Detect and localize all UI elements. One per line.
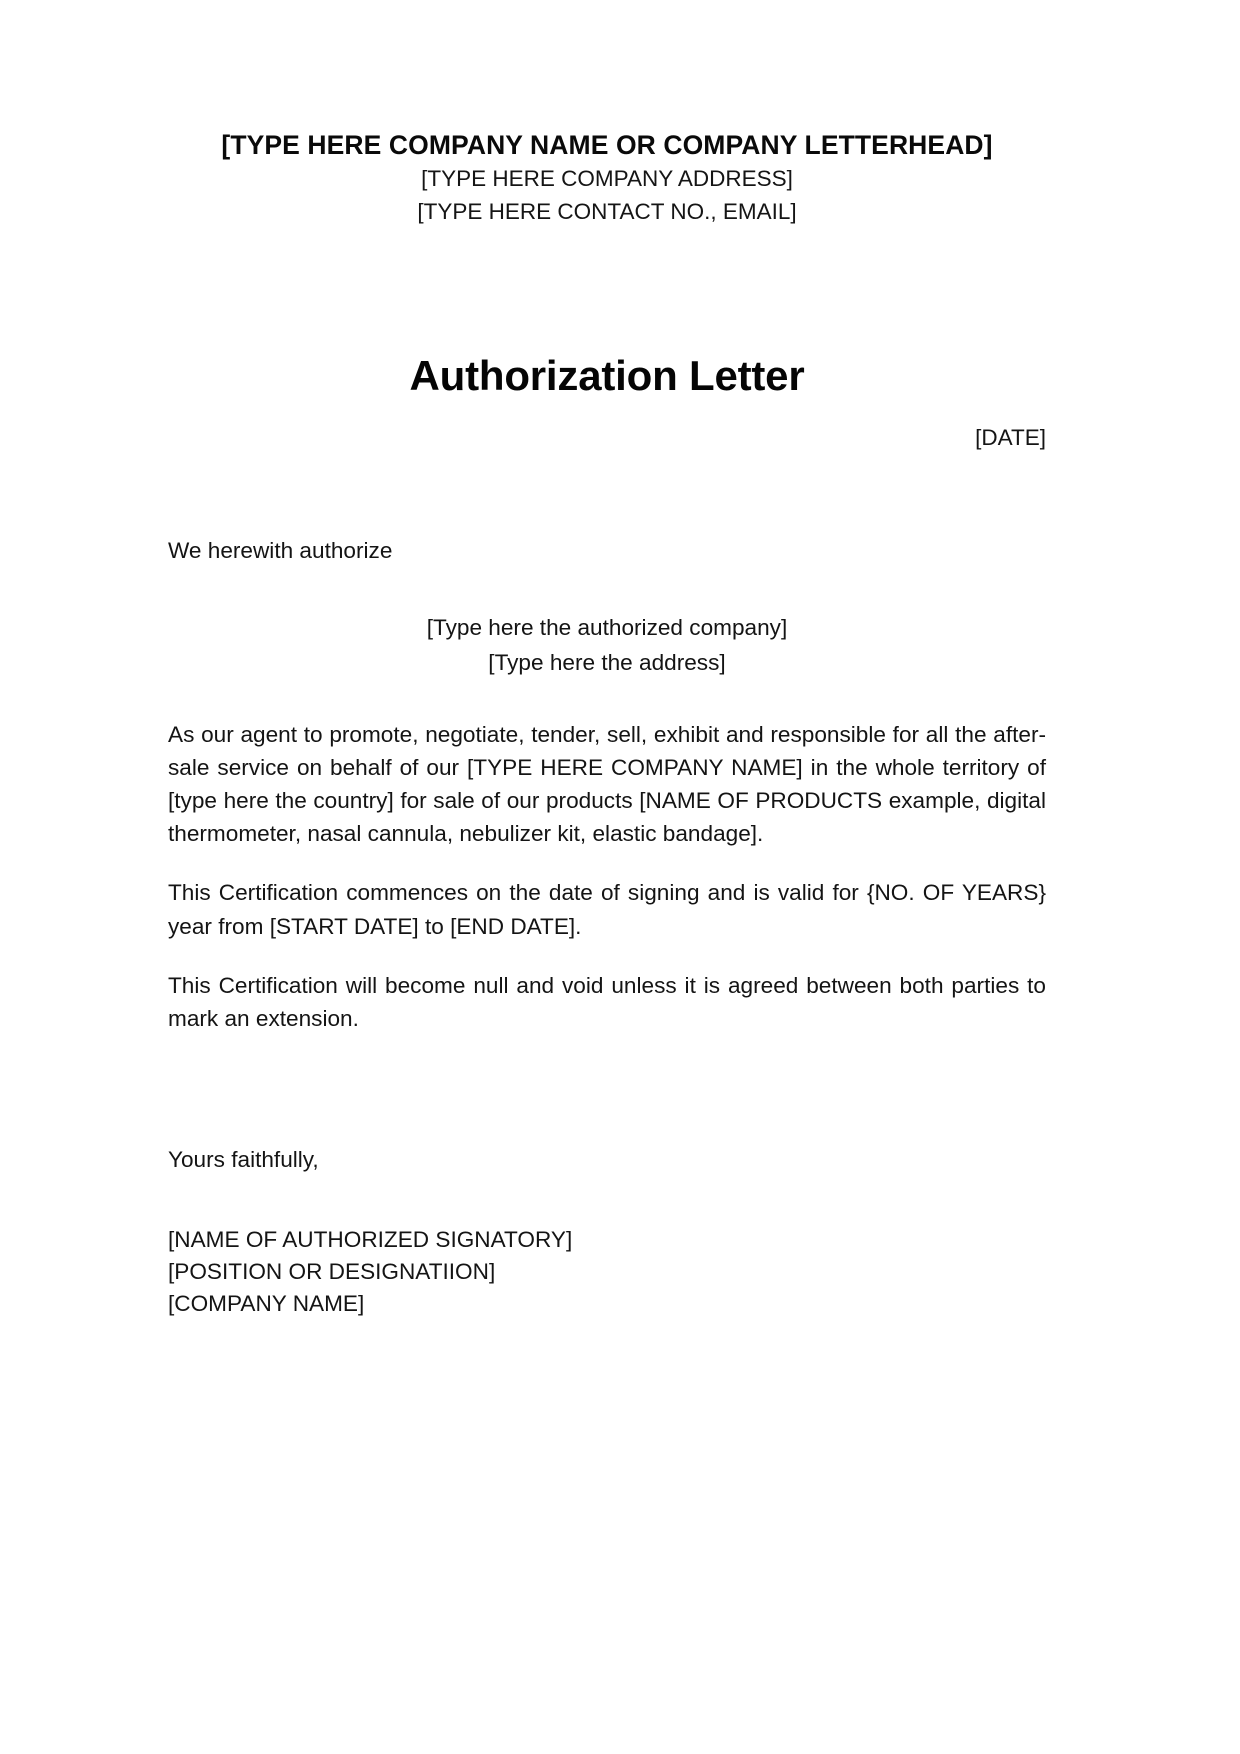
letter-content-area [168,0,1046,1754]
letter-date: [DATE] [975,425,1046,450]
authorized-address-line: [Type here the address] [488,650,726,676]
signatory-name: [NAME OF AUTHORIZED SIGNATORY] [168,1227,573,1253]
paragraph-spacer [168,943,1046,969]
authorized-party-block [168,611,1046,679]
signature-salutation: Yours faithfully, [168,1147,319,1172]
body-lead-line: We herewith authorize [168,538,393,563]
letterhead-company-address: [TYPE HERE COMPANY ADDRESS] [421,165,793,191]
authorized-company-line: [Type here the authorized company] [426,615,788,641]
signatory-company: [COMPANY NAME] [168,1291,365,1317]
signature-block [168,1143,1046,1320]
body-paragraph-validity: This Certification commences on the date of signing and is valid for {NO. OF YEARS} year from [START DATE] to [END DATE]. [168,880,1046,939]
letterhead-contact-info: [TYPE HERE CONTACT NO., EMAIL] [417,198,797,224]
body-paragraph-termination: This Certification will become null and void unless it is agreed between both parties to mark an extension. [168,972,1046,1032]
body-paragraph-agent-scope: As our agent to promote, negotiate, tender, sell, exhibit and responsible for all the after-sale service on behalf of our [TYPE HERE COMPANY NAME] in the whole territory of [type here the country] for sale of our products [NAME OF PRODUCTS example, digital thermometer, nasal cannula, nebulizer kit, elastic bandage]. [168,721,1046,847]
page-title: Authorization Letter [409,352,805,399]
letterhead-company-name: [TYPE HERE COMPANY NAME OR COMPANY LETTERHEAD] [221,130,993,160]
signatory-position: [POSITION OR DESIGNATIION] [168,1259,496,1285]
letter-body [168,534,1046,1035]
paragraph-spacer [168,850,1046,876]
letterhead [168,128,1046,228]
